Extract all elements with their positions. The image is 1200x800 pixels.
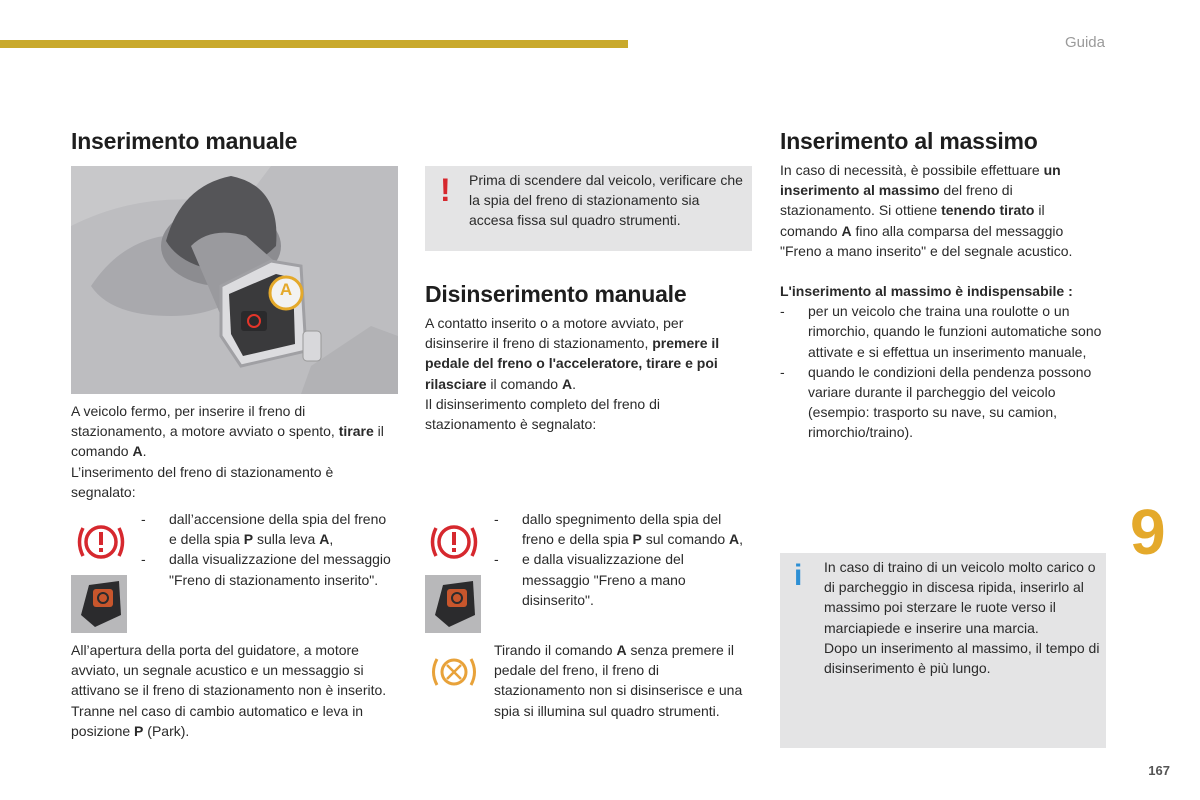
left-paragraph-1: A veicolo fermo, per inserire il freno di stazionamento, a motore avviato o spento, tirare il comando A. L’inserimento del freno di stazionamento è segnalato:	[71, 403, 384, 500]
lever-switch-icon	[425, 575, 481, 633]
chapter-number: 9	[1130, 496, 1166, 568]
left-title: Inserimento manuale	[71, 128, 298, 154]
parking-brake-photo	[71, 166, 398, 394]
photo-label-a: A	[279, 280, 293, 299]
middle-bullets	[494, 509, 752, 610]
middle-paragraph-3: Tirando il comando A senza premere il pedale del freno, il freno di stazionamento non si disinserisce e una spia si illumina sul quadro strumenti.	[494, 642, 743, 719]
warning-box	[425, 166, 752, 251]
middle-title: Disinserimento manuale	[425, 281, 687, 307]
warning-text: Prima di scendere dal veicolo, verificare che la spia del freno di stazionamento sia accesa fissa sul quadro strumenti.	[469, 172, 743, 229]
left-bullets	[141, 509, 397, 590]
right-title: Inserimento al massimo	[780, 128, 1038, 154]
right-paragraph-1: In caso di necessità, è possibile effettuare un inserimento al massimo del freno di stazionamento. Si ottiene tenendo tirato il comando A fino alla comparsa del messaggio "Freno a mano inserito" e del segnale acustico.	[780, 162, 1073, 259]
info-text-2: Dopo un inserimento al massimo, il tempo di disinserimento è più lungo.	[824, 639, 1100, 677]
list-item: - dall’accensione della spia del freno e della spia P sulla leva A,	[141, 511, 387, 548]
list-item: - dalla visualizzazione del messaggio "Freno di stazionamento inserito".	[141, 551, 391, 588]
info-icon: i	[794, 559, 803, 592]
subheading: L'inserimento al massimo è indispensabile :	[780, 283, 1073, 299]
section-label: Guida	[1064, 34, 1105, 51]
info-box	[780, 553, 1106, 748]
brake-warning-icon	[75, 518, 127, 566]
brake-fault-icon	[429, 654, 479, 690]
list-item: - e dalla visualizzazione del messaggio "Freno a mano disinserito".	[494, 551, 686, 608]
right-subsection	[780, 281, 1106, 443]
middle-paragraph-1: A contatto inserito o a motore avviato, per disinserire il freno di stazionamento, premere il pedale del freno o l'acceleratore, tirare e poi rilasciare il comando A. Il disinserimento completo del freno di stazionamento è segnalato:	[425, 315, 720, 433]
brake-warning-icon	[428, 518, 480, 566]
list-item: - quando le condizioni della pendenza possono variare durante il parcheggio del veicolo (esempio: trasporto su nave, su camion, rimorchio/traino).	[780, 363, 1092, 441]
list-item: - dallo spegnimento della spia del freno e della spia P sul comando A,	[494, 511, 744, 548]
header-accent-bar	[0, 40, 628, 48]
lever-switch-icon	[71, 575, 127, 633]
info-text-1: In caso di traino di un veicolo molto carico o di parcheggio in discesa ripida, inserirlo al massimo poi sterzare le ruote verso il marciapiede e inserire una marcia.	[824, 559, 1096, 636]
left-paragraph-3: All’apertura della porta del guidatore, a motore avviato, un segnale acustico e un messaggio si attivano se il freno di stazionamento non è inserito. Tranne nel caso di cambio automatico e leva in posizione P (Park).	[71, 642, 387, 739]
page-number: 167	[1148, 763, 1170, 778]
list-item: - per un veicolo che traina una roulotte o un rimorchio, quando le funzioni automatiche sono attivate e si effettua un inserimento manuale,	[780, 303, 1102, 360]
exclamation-icon: !	[440, 172, 451, 208]
